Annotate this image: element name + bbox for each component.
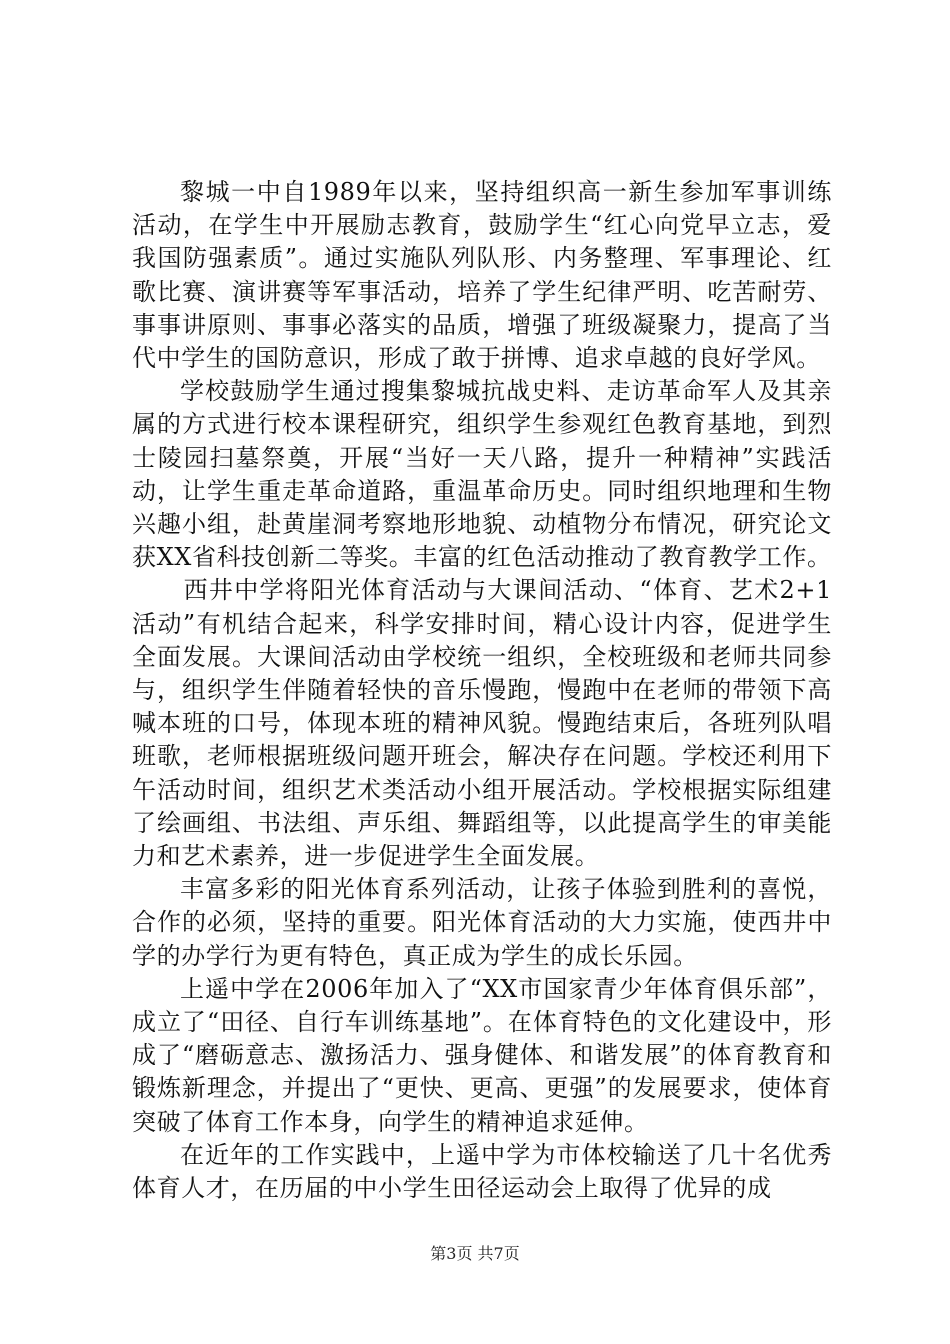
page-number-footer: 第3页 共7页	[430, 1244, 520, 1263]
document-body	[132, 176, 832, 1205]
paragraph-licheng-military-training: 黎城一中自1989年以来，坚持组织高一新生参加军事训练活动，在学生中开展励志教育，鼓励学生“红心向党早立志，爱我国防强素质”。通过实施队列队形、内务整理、军事理论、红歌比赛、演讲赛等军事活动，培养了学生纪律严明、吃苦耐劳、事事讲原则、事事必落实的品质，增强了班级凝聚力，提高了当代中学生的国防意识，形成了敢于拼博、追求卓越的良好学风。	[132, 178, 832, 373]
paragraph-red-education: 学校鼓励学生通过搜集黎城抗战史料、走访革命军人及其亲属的方式进行校本课程研究，组织学生参观红色教育基地，到烈士陵园扫墓祭奠，开展“当好一天八路，提升一种精神”实践活动，让学生重走革命道路，重温革命历史。同时组织地理和生物兴趣小组，赴黄崖洞考察地形地貌、动植物分布情况，研究论文获XX省科技创新二等奖。丰富的红色活动推动了教育教学工作。	[132, 377, 832, 572]
paragraph-shangyao-achievements: 在近年的工作实践中，上遥中学为市体校输送了几十名优秀体育人才，在历届的中小学生田径运动会上取得了优异的成	[132, 1140, 832, 1203]
paragraph-shangyao-sports-club: 上遥中学在2006年加入了“XX市国家青少年体育俱乐部”，成立了“田径、自行车训练基地”。在体育特色的文化建设中，形成了“磨砺意志、激扬活力、强身健体、和谐发展”的体育教育和锻炼新理念，并提出了“更快、更高、更强”的发展要求，使体育突破了体育工作本身，向学生的精神追求延伸。	[132, 974, 832, 1136]
paragraph-sunshine-sports-results: 丰富多彩的阳光体育系列活动，让孩子体验到胜利的喜悦，合作的必须，坚持的重要。阳光体育活动的大力实施，使西井中学的办学行为更有特色，真正成为学生的成长乐园。	[132, 875, 832, 970]
paragraph-xijing-sunshine-sports: 西井中学将阳光体育活动与大课间活动、“体育、艺术2+1活动”有机结合起来，科学安排时间，精心设计内容，促进学生全面发展。大课间活动由学校统一组织，全校班级和老师共同参与，组织学生伴随着轻快的音乐慢跑，慢跑中在老师的带领下高喊本班的口号，体现本班的精神风貌。慢跑结束后，各班列队唱班歌，老师根据班级问题开班会，解决存在问题。学校还利用下午活动时间，组织艺术类活动小组开展活动。学校根据实际组建了绘画组、书法组、声乐组、舞蹈组等，以此提高学生的审美能力和艺术素养，进一步促进学生全面发展。	[132, 576, 832, 871]
